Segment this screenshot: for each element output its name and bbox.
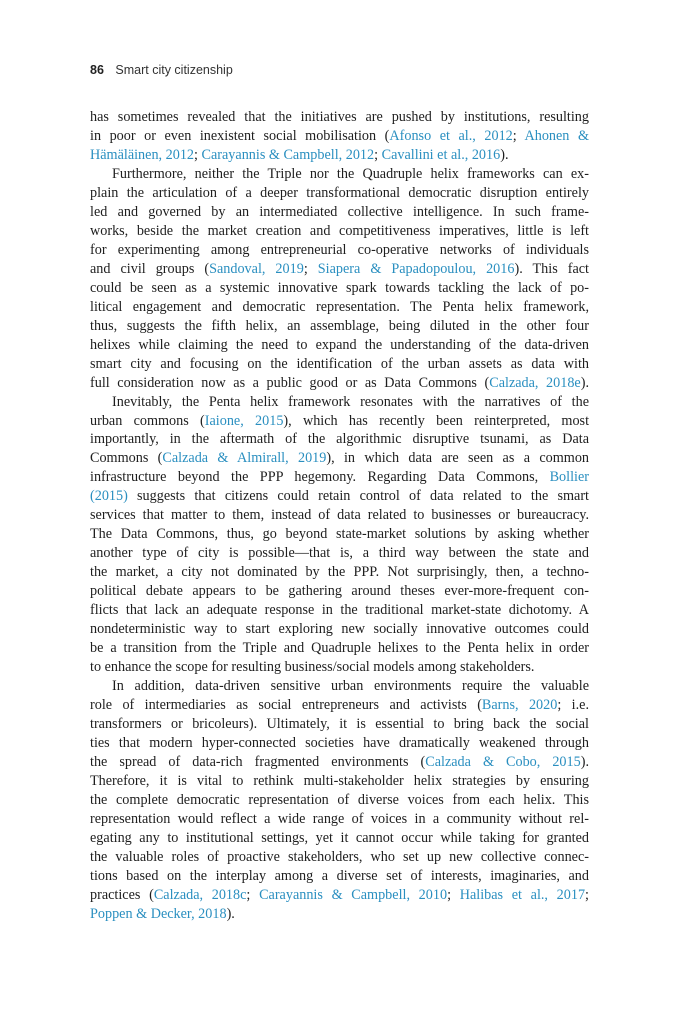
text-run: representation would reflect a wide range of voices in a community without rel- [90, 810, 589, 827]
text-line [90, 336, 589, 355]
text-run: suggests that citizens could retain control of data related to the smart [127, 488, 589, 505]
text-run: tions based on the interplay among a diverse set of interests, imaginaries, and [90, 867, 589, 884]
citation-link[interactable]: Iaione, 2015 [204, 412, 284, 429]
text-line [90, 810, 589, 829]
text-line [90, 734, 589, 753]
text-line [90, 108, 589, 127]
text-run: ). [500, 146, 509, 163]
text-run: In addition, data-driven sensitive urban environments require the valuable [112, 678, 589, 695]
text-line [90, 791, 589, 810]
citation-link[interactable]: Bollier [549, 469, 589, 486]
citation-link[interactable]: Sandoval, 2019 [209, 260, 304, 277]
text-line [90, 715, 589, 734]
text-line [90, 829, 589, 848]
text-line [90, 393, 589, 412]
citation-link[interactable]: Calzada & Cobo, 2015 [425, 753, 581, 770]
text-run: role of intermediaries as social entrepreneurs and activists ( [90, 697, 482, 714]
text-run: helixes while claiming the need to expand the understanding of the data-driven [90, 336, 589, 353]
text-run: to enhance the scope for resulting business/social models among stakeholders. [90, 659, 535, 676]
text-run: infrastructure beyond the PPP hegemony. Regarding Data Commons, [90, 469, 550, 486]
citation-link[interactable]: Calzada & Almirall, 2019 [162, 450, 327, 467]
text-line [90, 848, 589, 867]
citation-link[interactable]: Cavallini et al., 2016 [381, 146, 501, 163]
text-run: egating any to institutional settings, yet it cannot occur while taking for granted [90, 829, 589, 846]
text-run: importantly, in the aftermath of the algorithmic disruptive tsunami, as Data [90, 431, 589, 448]
text-line [90, 279, 589, 298]
citation-link[interactable]: Afonso et al., 2012 [389, 127, 513, 144]
text-line [90, 317, 589, 336]
text-run: ; i.e. [557, 697, 589, 714]
text-line [90, 582, 589, 601]
text-run: another type of city is possible—that is, a third way between the state and [90, 545, 589, 562]
text-run: services that matter to them, instead of data related to businesses or bureaucracy. [90, 507, 589, 524]
text-line [90, 468, 589, 487]
citation-link[interactable]: Carayannis & Campbell, 2010 [259, 886, 448, 903]
text-run: in poor or even inexistent social mobilisation ( [90, 127, 390, 144]
running-title: Smart city citizenship [115, 63, 233, 77]
text-run: The Data Commons, thus, go beyond state-market solutions by asking whether [90, 526, 589, 543]
text-line [90, 184, 589, 203]
running-header [90, 63, 233, 77]
text-run: nondeterministic way to start exploring new socially innovative outcomes could [90, 621, 589, 638]
text-run: ; [303, 260, 318, 277]
text-run: litical engagement and democratic representation. The Penta helix framework, [90, 298, 589, 315]
text-run: ; [246, 886, 260, 903]
text-line [90, 506, 589, 525]
text-run: ). [580, 374, 590, 391]
text-run: flicts that lack an adequate response in the traditional market-state dichotomy. A [90, 602, 589, 619]
text-run: the valuable roles of proactive stakeholders, who set up new collective connec- [90, 848, 589, 865]
citation-link[interactable]: Calzada, 2018c [153, 886, 247, 903]
text-line [90, 165, 589, 184]
text-line [90, 867, 589, 886]
text-run: and civil groups ( [90, 260, 210, 277]
text-line [90, 355, 589, 374]
text-line [90, 544, 589, 563]
body-text [90, 108, 589, 924]
text-line [90, 449, 589, 468]
text-run: political debate appears to be gathering around theses ever-more-frequent con- [90, 583, 589, 600]
text-line [90, 525, 589, 544]
text-run: ). This fact [514, 260, 589, 277]
text-run: ; [585, 886, 589, 903]
citation-link[interactable]: Halibas et al., 2017 [459, 886, 586, 903]
text-run: could be seen as a systemic innovative spark towards tackling the lack of po- [90, 279, 589, 296]
text-line [90, 601, 589, 620]
citation-link[interactable]: Poppen & Decker, 2018 [90, 905, 227, 922]
text-line [90, 241, 589, 260]
text-line [90, 146, 589, 165]
text-line [90, 753, 589, 772]
text-run: Furthermore, neither the Triple nor the Quadruple helix frameworks can ex- [112, 165, 589, 182]
text-line [90, 298, 589, 317]
text-line [90, 260, 589, 279]
text-run: ). [580, 753, 589, 770]
text-run: works, beside the market creation and competitiveness imperatives, little is left [90, 222, 589, 239]
citation-link[interactable]: Barns, 2020 [481, 697, 558, 714]
text-run: ; [512, 127, 525, 144]
text-run: the complete democratic representation of diverse voices from each helix. This [90, 791, 589, 808]
text-line [90, 677, 589, 696]
text-line [90, 222, 589, 241]
text-run: thus, suggests the fifth helix, an assemblage, being diluted in the other four [90, 317, 589, 334]
text-run: Inevitably, the Penta helix framework resonates with the narratives of the [112, 393, 589, 410]
text-run: led and governed by an intermediated collective intelligence. In such frame- [90, 203, 589, 220]
text-run: Therefore, it is vital to rethink multi-stakeholder helix strategies by ensuring [90, 772, 589, 789]
text-line [90, 886, 589, 905]
text-run: ties that modern hyper-connected societies have dramatically weakened through [90, 734, 589, 751]
citation-link[interactable]: Hämäläinen, 2012 [90, 146, 195, 163]
text-run: be a transition from the Triple and Quadruple helixes to the Penta helix in order [90, 640, 589, 657]
text-line [90, 127, 589, 146]
text-line [90, 658, 589, 677]
text-run: plain the articulation of a deeper transformational democratic disruption entirely [90, 184, 589, 201]
text-run: ; [194, 146, 202, 163]
text-run: ). [226, 905, 235, 922]
text-run: has sometimes revealed that the initiatives are pushed by institutions, resulting [90, 109, 589, 125]
text-line [90, 772, 589, 791]
text-line [90, 620, 589, 639]
text-run: ), in which data are seen as a common [326, 450, 590, 467]
text-run: full consideration now as a public good or as Data Commons ( [90, 374, 490, 391]
text-run: ; [374, 146, 382, 163]
text-run: ), which has recently been reinterpreted, most [283, 412, 590, 429]
text-run: smart city and focusing on the identification of the urban assets as data with [90, 355, 589, 372]
text-line [90, 563, 589, 582]
citation-link[interactable]: Calzada, 2018e [489, 374, 581, 391]
text-run: the market, a city not dominated by the PPP. Not surprisingly, then, a techno- [90, 564, 589, 581]
text-line [90, 203, 589, 222]
text-line [90, 639, 589, 658]
text-line [90, 430, 589, 449]
page-number: 86 [90, 63, 104, 77]
text-line [90, 412, 589, 431]
citation-link[interactable]: (2015) [90, 488, 128, 505]
text-line [90, 374, 589, 393]
text-line [90, 696, 589, 715]
citation-link[interactable]: Ahonen & [524, 127, 589, 144]
text-line [90, 487, 589, 506]
text-run: the spread of data-rich fragmented environments ( [90, 753, 426, 770]
citation-link[interactable]: Carayannis & Campbell, 2012 [201, 146, 375, 163]
text-run: practices ( [90, 886, 154, 903]
text-run: transformers or bricoleurs). Ultimately, it is essential to bring back the social [90, 716, 589, 732]
text-run: ; [447, 886, 460, 903]
text-run: Commons ( [90, 450, 163, 467]
text-run: for experimenting among entrepreneurial co-operative networks of individuals [90, 241, 589, 258]
text-run: urban commons ( [90, 412, 205, 429]
text-line [90, 905, 589, 924]
citation-link[interactable]: Siapera & Papadopoulou, 2016 [317, 260, 515, 277]
